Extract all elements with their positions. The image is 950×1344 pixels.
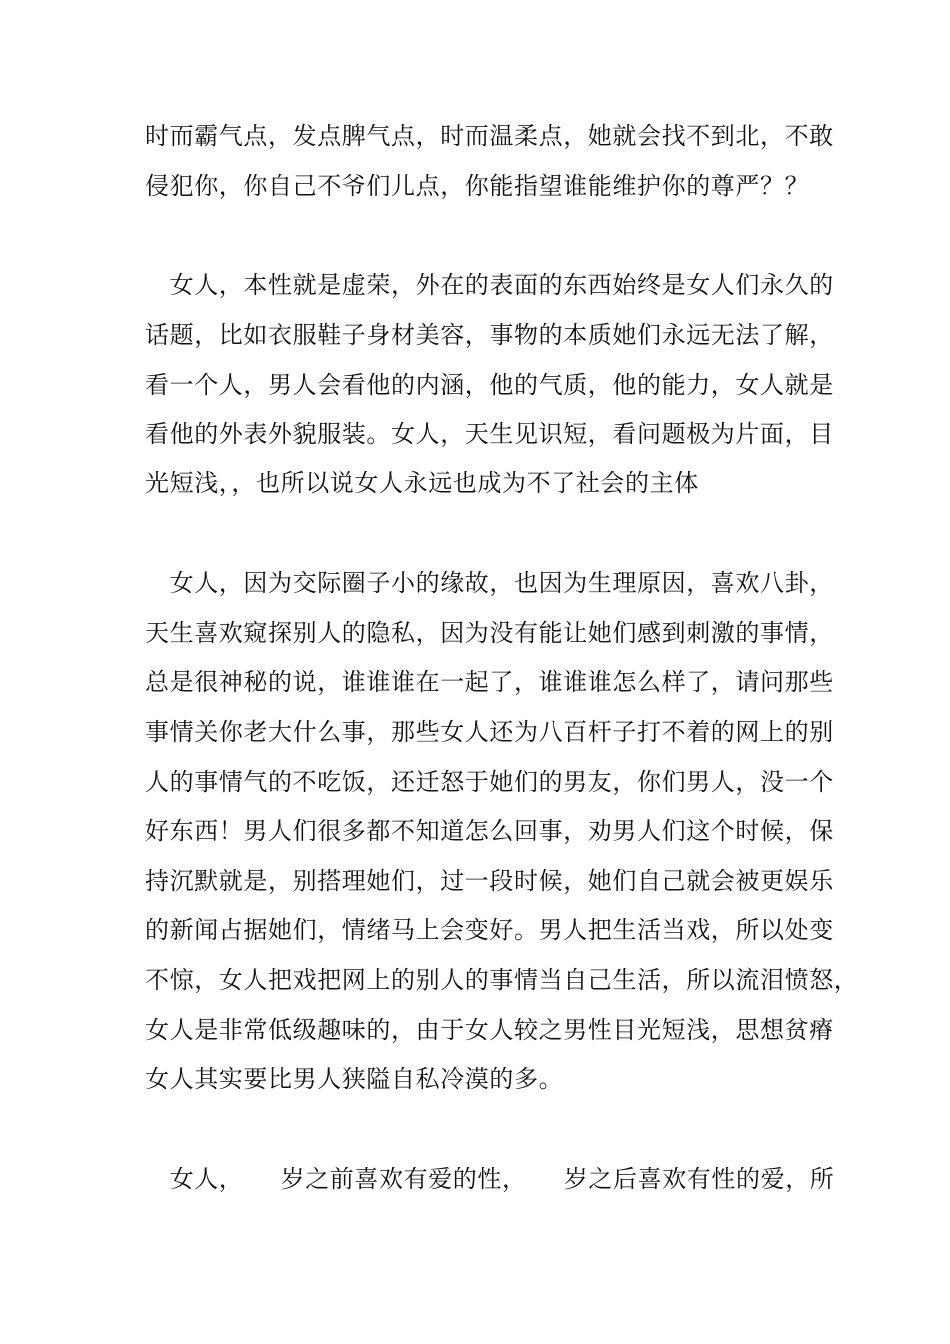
paragraph-2-line-3: 看一个人，男人会看他的内涵，他的气质，他的能力，女人就是 <box>145 371 834 399</box>
paragraph-3-line-6: 好东西！男人们很多都不知道怎么回事，劝男人们这个时候，保 <box>145 817 834 845</box>
paragraph-3-line-5: 人的事情气的不吃饭，还迁怒于她们的男友，你们男人，没一个 <box>145 768 834 796</box>
paragraph-3-line-1: 女人，因为交际圈子小的缘故，也因为生理原因，喜欢八卦， <box>145 569 834 597</box>
paragraph-3-line-3: 总是很神秘的说，谁谁谁在一起了，谁谁谁怎么样了，请问那些 <box>145 668 834 696</box>
paragraph-3-line-7: 持沉默就是，别搭理她们，过一段时候，她们自己就会被更娱乐 <box>145 867 834 895</box>
paragraph-2-line-2: 话题，比如衣服鞋子身材美容，事物的本质她们永远无法了解， <box>145 321 834 349</box>
paragraph-2-line-5: 光短浅，，也所以说女人永远也成为不了社会的主体 <box>145 469 699 497</box>
paragraph-3-line-2: 天生喜欢窥探别人的隐私，因为没有能让她们感到刺激的事情， <box>145 619 834 647</box>
paragraph-1-line-2: 侵犯你，你自己不爷们儿点，你能指望谁能维护你的尊严？？ <box>145 172 810 200</box>
paragraph-4-line-1: 女人， 岁之前喜欢有爱的性， 岁之后喜欢有性的爱，所 <box>145 1165 835 1193</box>
paragraph-3-line-4: 事情关你老大什么事，那些女人还为八百杆子打不着的网上的别 <box>145 718 834 746</box>
paragraph-3-line-9: 不惊，女人把戏把网上的别人的事情当自己生活，所以流泪愤怒， <box>145 966 859 994</box>
paragraph-3-line-11: 女人其实要比男人狭隘自私冷漠的多。 <box>145 1065 564 1093</box>
paragraph-3-line-10: 女人是非常低级趣味的，由于女人较之男性目光短浅，思想贫瘠 <box>145 1016 834 1044</box>
paragraph-2-line-1: 女人，本性就是虚荣，外在的表面的东西始终是女人们永久的 <box>145 271 834 299</box>
paragraph-3-line-8: 的新闻占据她们，情绪马上会变好。男人把生活当戏，所以处变 <box>145 916 834 944</box>
paragraph-2-line-4: 看他的外表外貌服装。女人，天生见识短，看问题极为片面，目 <box>145 420 834 448</box>
paragraph-1-line-1: 时而霸气点，发点脾气点，时而温柔点，她就会找不到北，不敢 <box>145 122 834 150</box>
